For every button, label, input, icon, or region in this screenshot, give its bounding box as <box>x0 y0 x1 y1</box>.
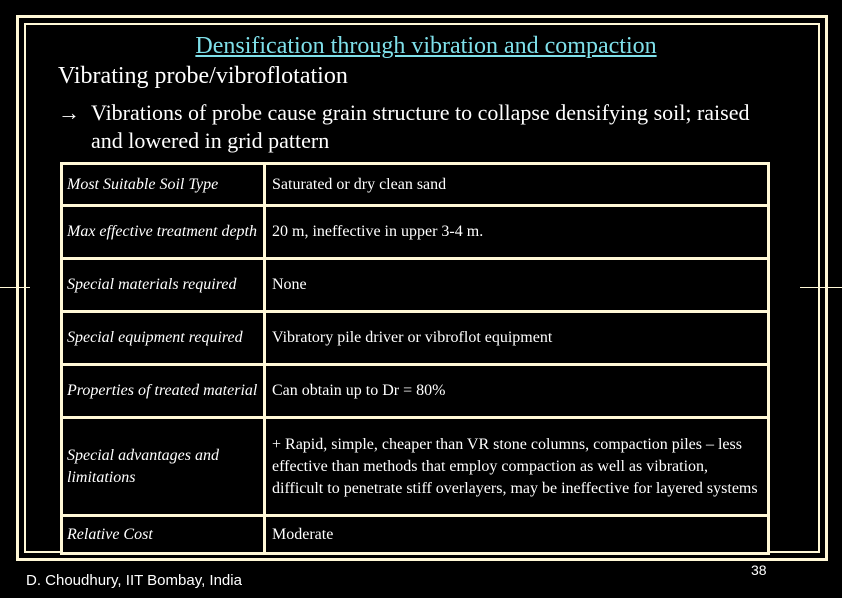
page-number: 38 <box>751 562 767 578</box>
table-row <box>63 517 767 552</box>
row-value: Can obtain up to Dr = 80% <box>266 366 767 416</box>
row-label: Relative Cost <box>63 517 263 552</box>
row-value: Saturated or dry clean sand <box>266 165 767 204</box>
row-value: Vibratory pile driver or vibroflot equipment <box>266 313 767 363</box>
row-label: Most Suitable Soil Type <box>63 165 263 204</box>
row-label: Special advantages and limitations <box>63 419 263 514</box>
slide-title: Densification through vibration and compaction <box>195 33 657 59</box>
table-row <box>63 165 767 204</box>
divider-line-right <box>800 287 842 288</box>
divider-line-left <box>0 287 30 288</box>
row-label: Max effective treatment depth <box>63 207 263 257</box>
row-value: + Rapid, simple, cheaper than VR stone columns, compaction piles – less effective than methods that employ compaction as well as vibration, difficult to penetrate stiff overlayers, may be ineffective for layered systems <box>266 419 767 514</box>
table-row <box>63 366 767 416</box>
row-value: None <box>266 260 767 310</box>
table-row <box>63 419 767 514</box>
bullet-text: Vibrations of probe cause grain structure to collapse densifying soil; raised and lowered in grid pattern <box>91 100 750 153</box>
method-properties-table <box>60 162 770 555</box>
footer-author: D. Choudhury, IIT Bombay, India <box>26 572 242 589</box>
table-row <box>63 260 767 310</box>
row-value: 20 m, ineffective in upper 3-4 m. <box>266 207 767 257</box>
slide-subtitle: Vibrating probe/vibroflotation <box>58 63 348 89</box>
arrow-bullet-icon: → <box>58 100 80 125</box>
row-value: Moderate <box>266 517 767 552</box>
table-row <box>63 313 767 363</box>
table-row <box>63 207 767 257</box>
row-label: Special equipment required <box>63 313 263 363</box>
row-label: Properties of treated material <box>63 366 263 416</box>
row-label: Special materials required <box>63 260 263 310</box>
